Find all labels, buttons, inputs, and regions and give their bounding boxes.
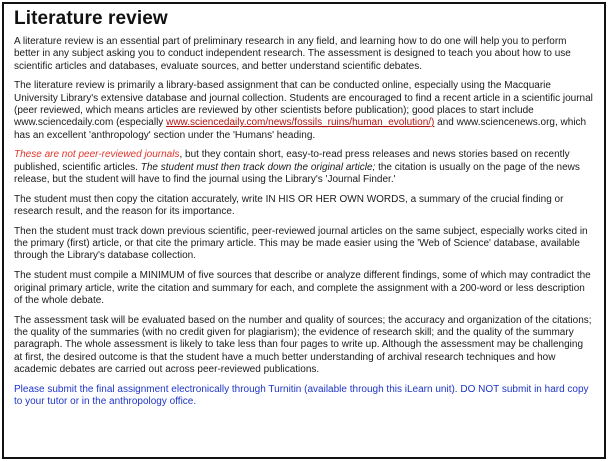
track-down-instruction: The student must then track down the original article; xyxy=(140,161,376,173)
document-frame xyxy=(2,2,606,459)
paragraph-intro: A literature review is an essential part of preliminary research in any field, and learning how to do one will help you to perform better in any subject asking you to conduct independent research. The assessment is designed to teach you about how to use scientific articles and databases, evaluate sources, and better understand scientific debates. xyxy=(14,36,571,72)
sciencedaily-link[interactable]: www.sciencedaily.com/news/fossils_ruins/human_evolution/) xyxy=(166,117,435,129)
paragraph-not-peer-reviewed xyxy=(14,149,594,186)
paragraph-not-peer-reviewed-after: the citation is usually on the page of the news release, but the student will have to find the journal using the Library's 'Journal Finder.' xyxy=(14,161,580,185)
paragraph-library-text-before: The literature review is primarily a library-based assignment that can be conducted online, especially using the Macquarie University Library's extensive database and journal collection. Students are encouraged to find a recent article in a scientific journal (peer reviewed, which means articles are reviewed by other scientists before publication); good places to start include www.sciencedaily.com (especially xyxy=(14,80,593,129)
page-title: Literature review xyxy=(14,8,168,29)
paragraph-previous-articles: Then the student must track down previous scientific, peer-reviewed journal articles on the same subject, especially works cited in the primary (first) article, or that cite the primary article. This may be made easier using the 'Web of Science' database, available through the Library's database collection. xyxy=(14,225,588,262)
paragraph-submission: Please submit the final assignment electronically through Turnitin (available through this iLearn unit). DO NOT submit in hard copy to your tutor or in the anthropology office. xyxy=(14,383,589,407)
paragraph-library xyxy=(14,80,594,141)
document-body xyxy=(4,4,604,408)
paragraph-citation: The student must then copy the citation accurately, write IN HIS OR HER OWN WORDS, a summary of the crucial finding or research result, and the reason for its importance. xyxy=(14,193,564,218)
paragraph-not-peer-reviewed-mid: , but they contain short, easy-to-read press releases and news stories based on recently published, scientific articles. xyxy=(14,149,570,173)
paragraph-minimum-sources: The student must compile a MINIMUM of five sources that describe or analyze different findings, some of which may contradict the original primary article, write the citation and summary for each, and complete the assignment with a 200-word or less description of the whole debate. xyxy=(14,270,591,306)
paragraph-library-text-after: and www.sciencenews.org, which has an excellent 'anthropology' section under the 'Humans' heading. xyxy=(14,117,587,141)
paragraph-assessment: The assessment task will be evaluated based on the number and quality of sources; the accuracy and organization of the citations; the quality of the summaries (with no credit given for plagiarism); the evidence of research skill; and the quality of the summary paragraph. The whole assessment is likely to take less than four pages to write up. Although the assessment may be challenging at first, the desired outcome is that the student have a much better understanding of archival research techniques and how academic debates are carried out across peer-reviewed publications. xyxy=(14,314,592,375)
warning-not-peer-reviewed: These are not peer-reviewed journals xyxy=(14,149,180,161)
